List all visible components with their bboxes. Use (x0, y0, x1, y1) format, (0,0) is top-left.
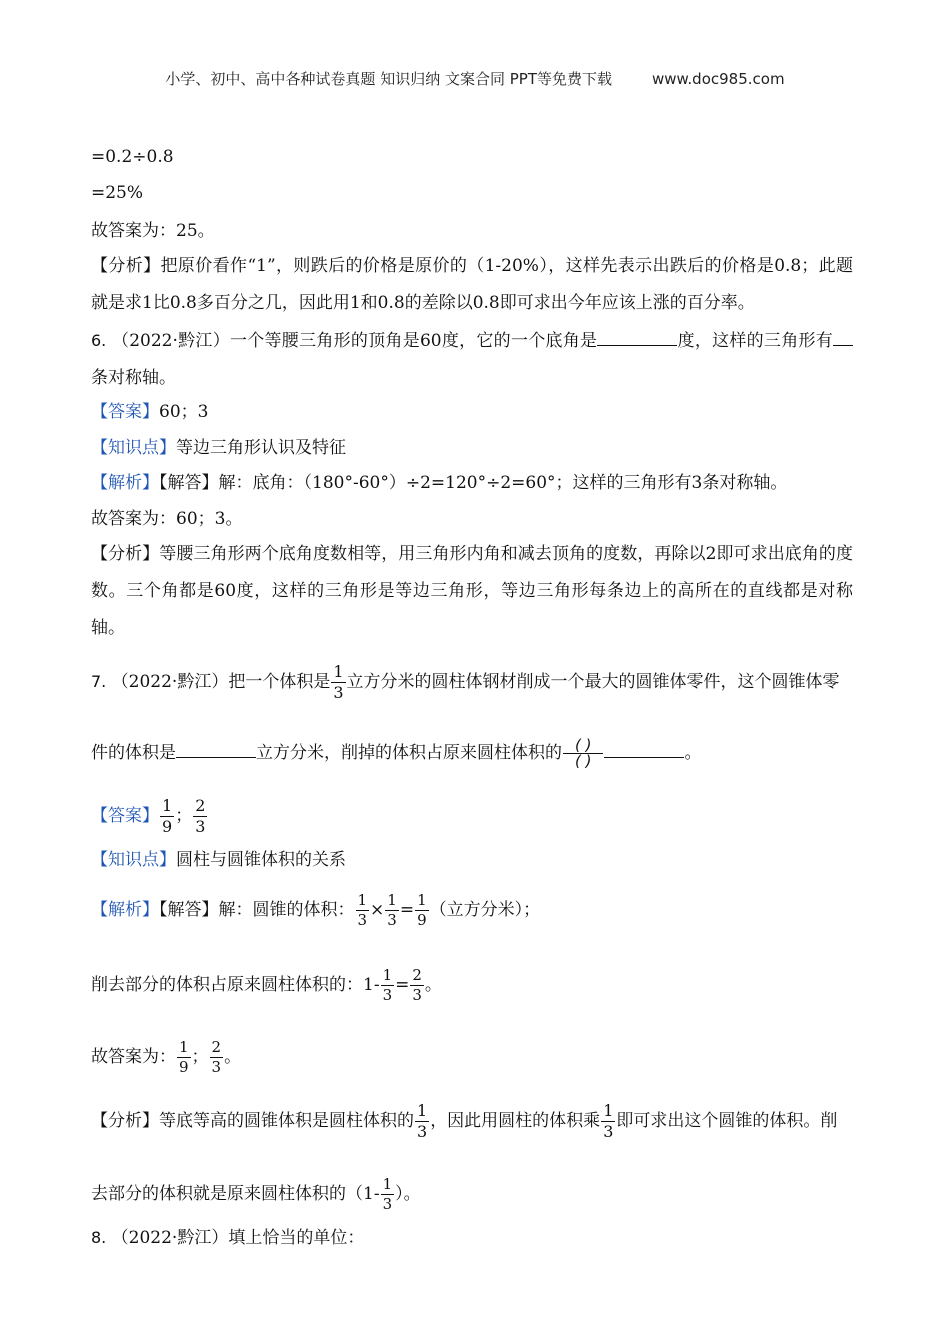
question-source: （2022·黔江） (111, 331, 230, 351)
calc-line-2: =25% (91, 183, 144, 203)
answer-blank-1[interactable] (176, 739, 256, 758)
times-sign: × (370, 900, 385, 920)
knowledge-point: 圆柱与圆锥体积的关系 (176, 850, 346, 870)
answer-tag: 【答案】 (91, 402, 159, 422)
fraction-placeholder[interactable]: $\frac{( )}{( )}$ (563, 738, 603, 769)
solution-text: 削去部分的体积占原来圆柱体积的：1- (91, 975, 380, 995)
solution-text: （立方分米）； (429, 900, 541, 920)
fraction-one-third: $\frac{1}{3}$ (387, 891, 397, 929)
fraction-one-third: $\frac{1}{3}$ (417, 1101, 428, 1141)
top-analysis (91, 248, 853, 322)
analysis-text: 去部分的体积就是原来圆柱体积的（1- (91, 1184, 380, 1204)
fraction-two-thirds: $\frac{2}{3}$ (211, 1038, 222, 1076)
solution-text: 解：底角：（180°-60°）÷2=120°÷2=60°；这样的三角形有3条对称轴。 (218, 473, 788, 493)
question-text: 把一个体积是 (228, 672, 331, 692)
question-source: （2022·黔江） (111, 672, 229, 692)
analysis-text: ）。 (395, 1184, 421, 1204)
solution-tag: 【解析】 (91, 473, 159, 493)
separator: ； (191, 1047, 209, 1067)
answer-blank-2[interactable] (833, 327, 853, 346)
q6-answer (91, 400, 208, 424)
analysis-text: 把原价看作“1”，则跌后的价格是原价的（1-20%），这样先表示出跌后的价格是0.8；此题就是求1比0.8多百分之几，因此用1和0.8的差除以0.8即可求出今年应该上涨的百分率。 (91, 256, 853, 313)
question-text: 条对称轴。 (91, 368, 176, 388)
question-text: 件的体积是 (91, 743, 176, 763)
analysis-tag: 【分析】 (91, 256, 161, 276)
question-number: 8. (91, 1228, 107, 1247)
analysis-tag: 【分析】 (91, 544, 160, 564)
analysis-text: 等腰三角形两个底角度数相等，用三角形内角和减去顶角的度数，再除以2即可求出底角的度数。三个角都是60度，这样的三角形是等边三角形，等边三角形每条边上的高所在的直线都是对称轴。 (91, 544, 853, 638)
fraction-two-thirds: $\frac{2}{3}$ (195, 796, 206, 836)
question-7-line-2 (91, 738, 701, 769)
question-7-line-1 (91, 664, 840, 701)
q7-solution (91, 893, 540, 928)
question-text: 填上恰当的单位： (228, 1228, 365, 1248)
answer-blank-1[interactable] (597, 327, 677, 346)
final-text: 故答案为： (91, 1047, 176, 1067)
fraction-one-third: $\frac{1}{3}$ (382, 1175, 393, 1213)
question-text: 立方分米，削掉的体积占原来圆柱体积的 (256, 743, 562, 763)
equals-sign: = (399, 900, 415, 920)
question-text: 立方分米的圆柱体钢材削成一个最大的圆锥体零件，这个圆锥体零 (346, 672, 840, 692)
answer-tag: 【答案】 (91, 806, 159, 826)
question-text: 度，这样的三角形有 (677, 331, 834, 351)
page-header (0, 68, 950, 89)
end-mark: 。 (224, 1047, 242, 1067)
fraction-one-ninth: $\frac{1}{9}$ (179, 1038, 189, 1076)
analysis-text: 即可求出这个圆锥的体积。削 (616, 1111, 838, 1131)
question-text: 。 (684, 743, 702, 763)
answer-blank-2[interactable] (604, 739, 684, 758)
question-number: 7. (91, 672, 107, 691)
q7-analysis-line-2 (91, 1177, 421, 1212)
q6-solution (91, 471, 787, 495)
q6-analysis (91, 536, 853, 647)
analysis-text: 等底等高的圆锥体积是圆柱体积的 (159, 1111, 414, 1131)
calc-line-1: =0.2÷0.8 (91, 147, 174, 167)
q7-final (91, 1040, 241, 1075)
fraction-two-thirds: $\frac{2}{3}$ (412, 966, 422, 1004)
analysis-text: ，因此用圆柱的体积乘 (430, 1111, 601, 1131)
question-source: （2022·黔江） (111, 1228, 229, 1248)
top-answer: 故答案为：25。 (91, 221, 215, 241)
solution-tag: 【解析】 (91, 900, 159, 920)
knowledge-point: 等边三角形认识及特征 (176, 438, 346, 458)
fraction-one-ninth: $\frac{1}{9}$ (417, 891, 427, 929)
solution-text: 解：圆锥的体积： (218, 900, 355, 920)
solution-subtag: 【解答】 (159, 900, 219, 920)
q6-knowledge (91, 436, 346, 460)
equals-sign: = (395, 975, 410, 995)
question-8 (91, 1226, 364, 1250)
q6-final: 故答案为：60；3。 (91, 509, 243, 529)
header-title: 小学、初中、高中各种试卷真题 知识归纳 文案合同 PPT等免费下载 (165, 70, 612, 88)
fraction-one-ninth: $\frac{1}{9}$ (162, 796, 173, 836)
q7-knowledge (91, 848, 346, 872)
question-6 (91, 322, 853, 397)
header-site[interactable]: www.doc985.com (651, 70, 785, 88)
solution-subtag: 【解答】 (159, 473, 219, 493)
separator: ； (175, 806, 193, 826)
analysis-tag: 【分析】 (91, 1111, 159, 1131)
answer-value: 60；3 (159, 402, 209, 422)
q7-cut-volume (91, 968, 442, 1003)
fraction-one-third: $\frac{1}{3}$ (357, 891, 368, 929)
question-number: 6. (91, 331, 107, 350)
q7-answer (91, 798, 208, 835)
fraction-one-third: $\frac{1}{3}$ (382, 966, 393, 1004)
q7-analysis-line-1 (91, 1103, 837, 1140)
fraction-one-third: $\frac{1}{3}$ (333, 662, 344, 702)
knowledge-tag: 【知识点】 (91, 438, 176, 458)
end-mark: 。 (424, 975, 442, 995)
knowledge-tag: 【知识点】 (91, 850, 176, 870)
question-text: 一个等腰三角形的顶角是60度，它的一个底角是 (229, 331, 598, 351)
fraction-one-third: $\frac{1}{3}$ (603, 1101, 614, 1141)
